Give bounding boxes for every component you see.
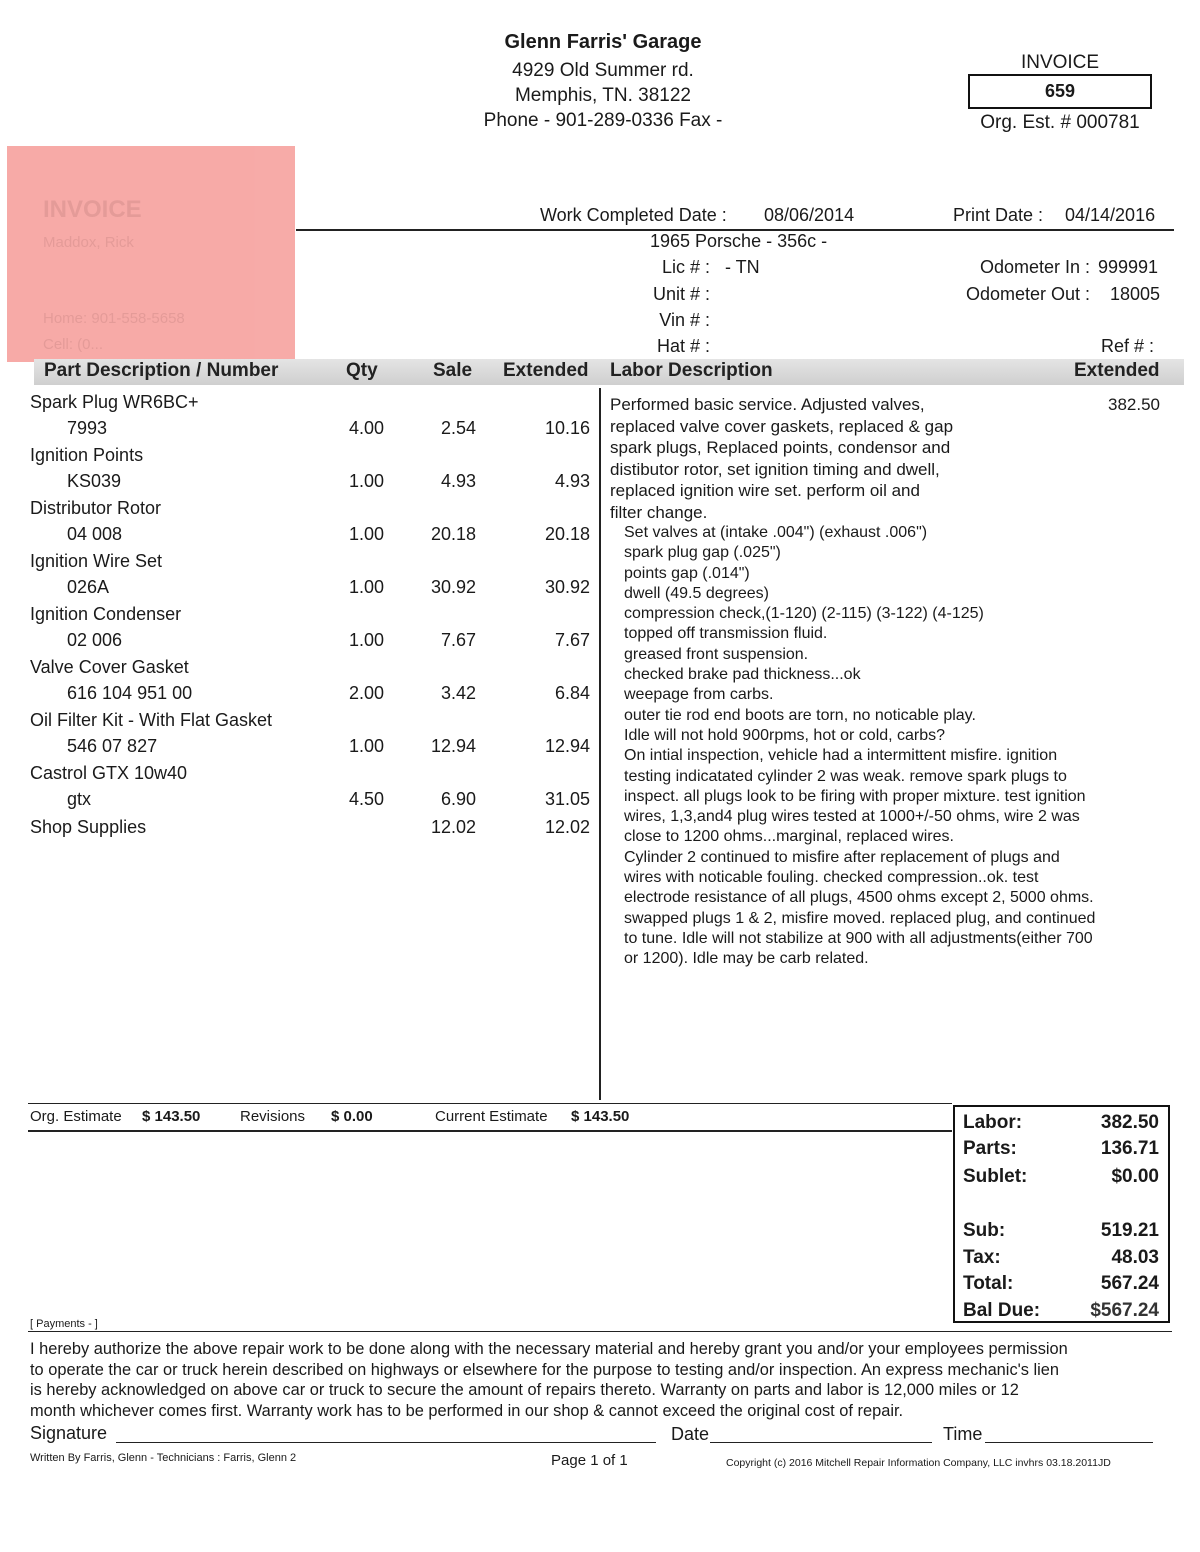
part-name: Ignition Wire Set <box>30 551 163 571</box>
invoice-number: 659 <box>1044 81 1076 101</box>
odometer-in-value: 999991 <box>1098 257 1159 277</box>
part-number: KS039 <box>67 471 122 491</box>
totals-label: Tax: <box>963 1247 1001 1268</box>
work-completed-label: Work Completed Date : <box>540 205 727 225</box>
totals-label: Sublet: <box>963 1166 1028 1187</box>
current-estimate-value: $ 143.50 <box>571 1108 630 1125</box>
totals-value: 519.21 <box>1100 1220 1159 1241</box>
labor-line: replaced ignition wire set. perform oil and <box>610 481 920 500</box>
labor-amount: 382.50 <box>1108 395 1160 414</box>
part-number: 04 008 <box>67 524 123 544</box>
part-name: Castrol GTX 10w40 <box>30 763 188 783</box>
date-line[interactable] <box>710 1442 932 1443</box>
labor-note: points gap (.014") <box>624 564 750 582</box>
part-qty: 4.00 <box>348 418 384 438</box>
labor-note: inspect. all plugs look to be firing with proper mixture. test ignition <box>624 787 1086 805</box>
part-qty: 1.00 <box>348 471 384 491</box>
signature-label: Signature <box>30 1423 108 1443</box>
labor-line: filter change. <box>610 502 708 522</box>
shop-supplies-name: Shop Supplies <box>30 817 147 837</box>
part-qty: 1.00 <box>348 577 384 597</box>
totals-value: $567.24 <box>1090 1300 1159 1321</box>
authorization-line: to operate the car or truck herein described on highways or elsewhere for the purpose to testing and/or inspection. An express mechanic's lien <box>30 1360 1060 1379</box>
authorization-line: I hereby authorize the above repair work to be done along with the necessary material and hereby grant you and/or your employees permission <box>30 1340 1068 1358</box>
work-completed-date: 08/06/2014 <box>764 205 855 225</box>
labor-note: swapped plugs 1 & 2, misfire moved. replaced plug, and continued <box>624 909 1096 927</box>
shop-supplies-extended: 12.02 <box>544 817 590 837</box>
part-qty: 2.00 <box>348 683 384 703</box>
labor-note: Idle will not hold 900rpms, hot or cold, carbs? <box>624 726 946 744</box>
hat-label: Hat # : <box>656 336 710 356</box>
lic-label: Lic # : <box>661 257 710 277</box>
totals-box <box>953 1105 1170 1323</box>
totals-value: 48.03 <box>1111 1247 1159 1268</box>
totals-label: Labor: <box>963 1112 1023 1133</box>
sticky-ghost-customer: Maddox, Rick <box>43 234 134 251</box>
part-extended: 4.93 <box>554 471 590 491</box>
part-name: Spark Plug WR6BC+ <box>30 392 199 412</box>
signature-line[interactable] <box>116 1442 656 1443</box>
ref-label: Ref # : <box>1100 336 1154 356</box>
col-part-description: Part Description / Number <box>44 360 279 381</box>
col-labor-description: Labor Description <box>610 360 773 381</box>
shop-address: 4929 Old Summer rd. <box>512 60 694 81</box>
labor-note: Set valves at (intake .004") (exhaust .006") <box>624 524 928 541</box>
labor-note: electrode resistance of all plugs, 4500 ohms except 2, 5000 ohms. <box>624 889 1094 907</box>
labor-note: close to 1200 ohms...marginal, replaced wires. <box>624 828 954 846</box>
current-estimate-label: Current Estimate <box>435 1108 548 1125</box>
part-number: 616 104 951 00 <box>67 683 193 703</box>
part-extended: 10.16 <box>544 418 590 438</box>
part-extended: 7.67 <box>554 630 590 650</box>
print-date-label: Print Date : <box>953 205 1044 225</box>
labor-note: Cylinder 2 continued to misfire after replacement of plugs and <box>624 848 1060 866</box>
totals-value: 136.71 <box>1100 1138 1159 1159</box>
labor-note: On intial inspection, vehicle had a intermittent misfire. ignition <box>624 747 1058 765</box>
part-qty: 4.50 <box>348 789 384 809</box>
odometer-out-label: Odometer Out : <box>965 284 1090 304</box>
invoice-label: INVOICE <box>1020 52 1100 73</box>
date-label: Date <box>671 1424 710 1444</box>
part-sale: 6.90 <box>440 789 476 809</box>
labor-line: spark plugs, Replaced points, condensor and <box>610 438 951 457</box>
vin-label: Vin # : <box>659 310 710 330</box>
labor-notes <box>624 523 1095 970</box>
labor-note: topped off transmission fluid. <box>624 625 828 643</box>
payments-rule <box>28 1331 1172 1332</box>
col-qty: Qty <box>346 360 378 381</box>
lic-value: - TN <box>725 257 760 277</box>
totals-value: $0.00 <box>1111 1166 1159 1187</box>
totals-value: 567.24 <box>1100 1273 1159 1294</box>
authorization-text <box>30 1339 1068 1421</box>
column-header-band <box>34 359 1184 385</box>
totals-label: Total: <box>963 1273 1014 1294</box>
odometer-out-value: 18005 <box>1110 284 1161 304</box>
copyright: Copyright (c) 2016 Mitchell Repair Information Company, LLC invhrs 03.18.2011JD <box>726 1457 1111 1469</box>
sticky-note <box>7 146 295 362</box>
time-line[interactable] <box>985 1442 1153 1443</box>
org-estimate-value: $ 143.50 <box>142 1108 201 1125</box>
authorization-line: month whichever comes first. Warranty work has to be performed in our shop & cannot exceed the original cost of repair. <box>30 1401 904 1420</box>
shop-name: Glenn Farris' Garage <box>504 31 702 53</box>
payments-label: [ Payments - ] <box>30 1318 98 1330</box>
part-number: 546 07 827 <box>67 736 158 756</box>
unit-label: Unit # : <box>652 284 710 304</box>
time-label: Time <box>943 1424 983 1444</box>
org-est-number: Org. Est. # 000781 <box>980 112 1140 133</box>
labor-line: Performed basic service. Adjusted valves, <box>610 395 925 414</box>
part-number: 7993 <box>67 418 108 438</box>
page-indicator: Page 1 of 1 <box>551 1452 628 1469</box>
part-name: Ignition Points <box>30 445 144 465</box>
part-extended: 12.94 <box>544 736 590 756</box>
shop-supplies-sale: 12.02 <box>430 817 476 837</box>
part-extended: 31.05 <box>544 789 590 809</box>
labor-note: wires with noticable fouling. checked compression..ok. test <box>624 869 1039 887</box>
part-extended: 20.18 <box>544 524 590 544</box>
labor-note: testing indicatated cylinder 2 was weak. remove spark plugs to <box>624 767 1067 785</box>
part-qty: 1.00 <box>348 630 384 650</box>
labor-note: spark plug gap (.025") <box>624 544 781 562</box>
part-name: Ignition Condenser <box>30 604 182 624</box>
vehicle-description: 1965 Porsche - 356c - <box>650 231 828 251</box>
revisions-label: Revisions <box>240 1108 306 1125</box>
part-number: 02 006 <box>67 630 123 650</box>
sticky-ghost-phone: Home: 901-558-5658 <box>43 310 185 327</box>
shop-city: Memphis, TN. 38122 <box>514 85 691 106</box>
estimate-bottom-rule <box>28 1130 952 1132</box>
totals-label: Bal Due: <box>963 1300 1041 1321</box>
part-name: Oil Filter Kit - With Flat Gasket <box>30 710 273 730</box>
written-by: Written By Farris, Glenn - Technicians : Farris, Glenn 2 <box>30 1452 297 1464</box>
revisions-value: $ 0.00 <box>331 1108 373 1125</box>
column-divider <box>599 388 601 1100</box>
labor-note: weepage from carbs. <box>624 686 774 704</box>
labor-line: replaced valve cover gaskets, replaced & gap <box>610 416 954 436</box>
part-sale: 7.67 <box>440 630 476 650</box>
part-extended: 6.84 <box>554 683 590 703</box>
part-sale: 12.94 <box>430 736 476 756</box>
part-name: Valve Cover Gasket <box>30 657 189 677</box>
labor-note: wires, 1,3,and4 plug wires tested at 1000+/-50 ohms, wire 2 was <box>624 808 1080 826</box>
col-extended: Extended <box>503 360 589 381</box>
labor-note: to tune. Idle will not stabilize at 900 with all adjustments(either 700 <box>624 929 1093 947</box>
shop-phone: Phone - 901-289-0336 Fax - <box>483 110 723 131</box>
authorization-line: is hereby acknowledged on above car or truck to secure the amount of repairs thereto. Warranty on parts and labor is 12,000 miles or 12 <box>30 1381 1019 1399</box>
part-number: gtx <box>67 789 92 809</box>
part-sale: 2.54 <box>440 418 476 438</box>
part-qty: 1.00 <box>348 736 384 756</box>
estimate-top-rule <box>28 1103 952 1104</box>
totals-value: 382.50 <box>1100 1112 1159 1133</box>
part-sale: 30.92 <box>430 577 476 597</box>
invoice-number-box <box>968 74 1152 109</box>
labor-note: compression check,(1-120) (2-115) (3-122) (4-125) <box>624 605 984 623</box>
col-labor-extended: Extended <box>1074 360 1160 381</box>
sticky-ghost-title: INVOICE <box>43 196 142 223</box>
col-sale: Sale <box>433 360 473 381</box>
part-extended: 30.92 <box>544 577 590 597</box>
part-sale: 20.18 <box>430 524 476 544</box>
print-date: 04/14/2016 <box>1065 205 1156 225</box>
totals-label: Sub: <box>963 1220 1006 1241</box>
part-number: 026A <box>67 577 110 597</box>
labor-note: checked brake pad thickness...ok <box>624 666 861 684</box>
part-sale: 3.42 <box>440 683 476 703</box>
part-qty: 1.00 <box>348 524 384 544</box>
labor-note: greased front suspension. <box>624 645 809 663</box>
labor-note: or 1200). Idle may be carb related. <box>624 950 869 968</box>
labor-note: outer tie rod end boots are torn, no noticable play. <box>624 706 976 724</box>
part-sale: 4.93 <box>440 471 476 491</box>
labor-line: distibutor rotor, set ignition timing and dwell, <box>610 459 940 479</box>
labor-note: dwell (49.5 degrees) <box>624 584 769 602</box>
sticky-ghost-cell: Cell: (0... <box>43 336 104 353</box>
totals-label: Parts: <box>963 1138 1017 1159</box>
part-name: Distributor Rotor <box>30 498 162 518</box>
labor-main-text <box>610 394 953 523</box>
odometer-in-label: Odometer In : <box>979 257 1090 277</box>
org-estimate-label: Org. Estimate <box>30 1108 122 1125</box>
